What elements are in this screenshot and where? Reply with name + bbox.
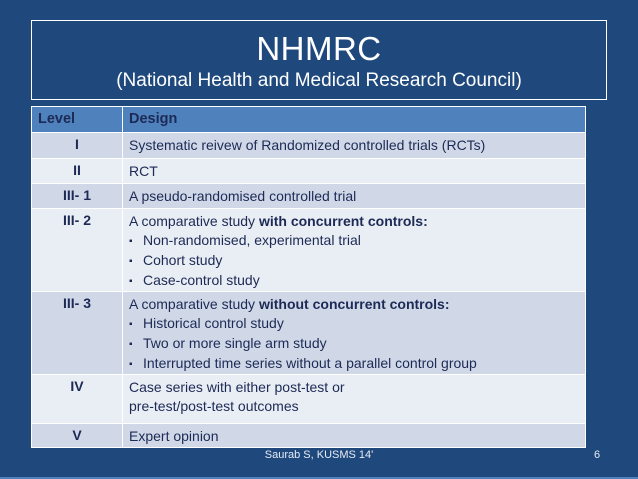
table-row	[32, 159, 586, 184]
title-box	[31, 20, 607, 100]
bullet-item: ▪ Case-control study	[129, 271, 579, 291]
bullet-item: ▪ Historical control study	[129, 314, 579, 334]
design-line: Case series with either post-test or	[129, 379, 345, 395]
design-cell: Systematic reivew of Randomized controlled trials (RCTs)	[123, 133, 586, 159]
level-cell: III- 3	[32, 292, 123, 375]
evidence-levels-table	[31, 106, 586, 448]
design-cell: RCT	[123, 159, 586, 184]
table-row	[32, 424, 586, 448]
design-line: pre-test/post-test outcomes	[129, 398, 299, 414]
header-level: Level	[32, 107, 123, 133]
footer-author: Saurab S, KUSMS 14'	[264, 449, 374, 461]
design-cell: Expert opinion	[123, 424, 586, 448]
bullet-item: ▪ Interrupted time series without a parallel control group	[129, 354, 579, 374]
design-cell	[123, 209, 586, 292]
bullet-item: ▪ Non-randomised, experimental trial	[129, 231, 579, 251]
design-cell	[123, 375, 586, 424]
slide-subtitle: (National Health and Medical Research Council)	[116, 70, 522, 91]
bullet-item: ▪ Two or more single arm study	[129, 334, 579, 354]
page-number: 6	[594, 449, 601, 461]
design-text: A comparative study	[129, 213, 259, 229]
header-design: Design	[123, 107, 586, 133]
level-cell: III- 1	[32, 184, 123, 209]
level-cell: III- 2	[32, 209, 123, 292]
design-cell: A pseudo-randomised controlled trial	[123, 184, 586, 209]
table-header-row	[32, 107, 586, 133]
design-cell	[123, 292, 586, 375]
table-row	[32, 375, 586, 424]
design-text: A comparative study	[129, 296, 259, 312]
bullet-item: ▪ Cohort study	[129, 251, 579, 271]
slide-title: NHMRC	[256, 30, 382, 67]
level-cell: I	[32, 133, 123, 159]
level-cell: V	[32, 424, 123, 448]
table-row	[32, 292, 586, 375]
table-row	[32, 133, 586, 159]
table-row	[32, 209, 586, 292]
table-row	[32, 184, 586, 209]
level-cell: IV	[32, 375, 123, 424]
level-cell: II	[32, 159, 123, 184]
design-emphasis: with concurrent controls:	[258, 213, 428, 229]
design-emphasis: without concurrent controls:	[258, 296, 450, 312]
